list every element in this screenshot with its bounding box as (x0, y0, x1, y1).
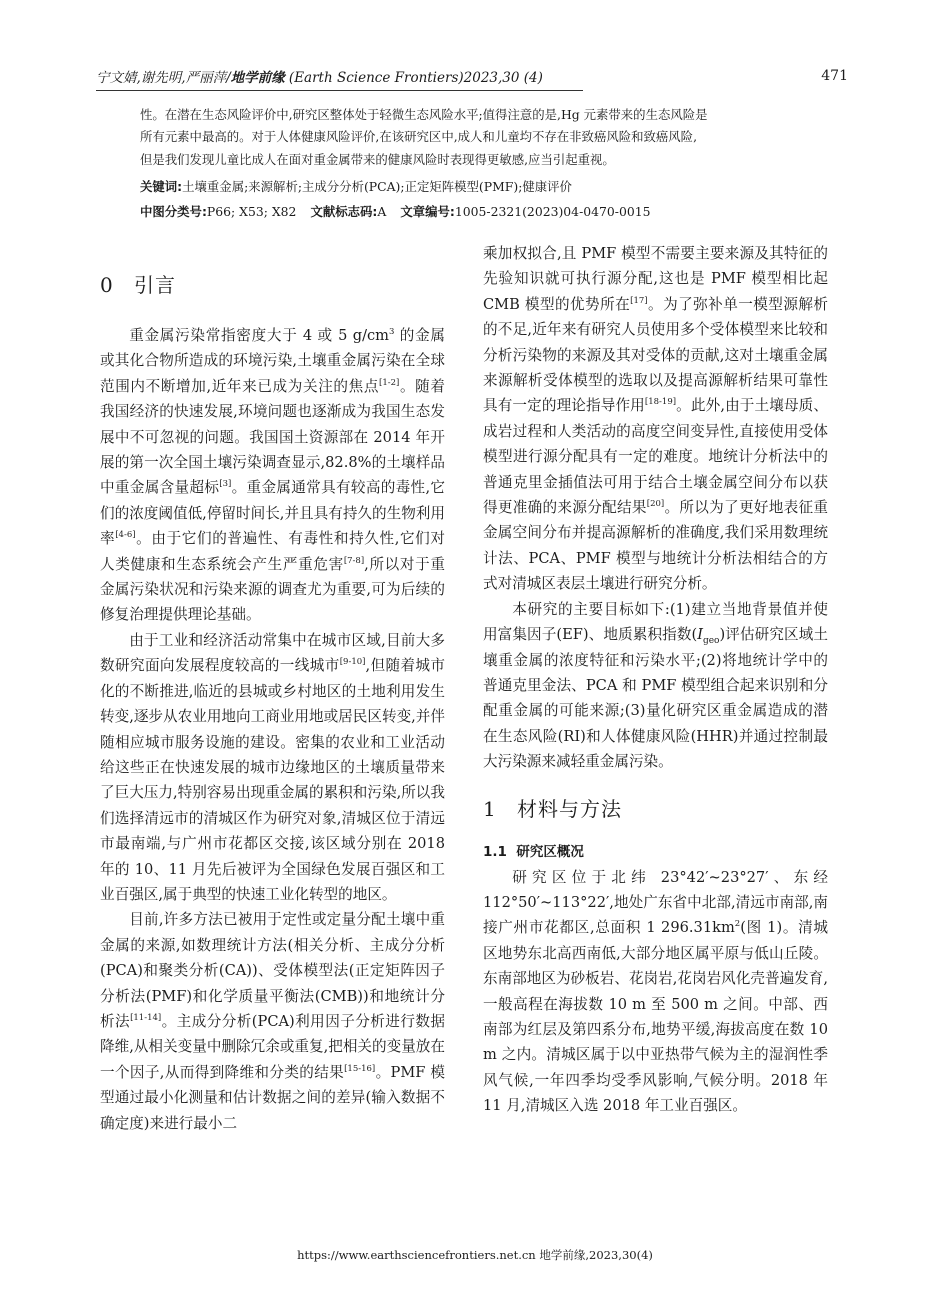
citation-ref: [15-16] (344, 1063, 376, 1074)
citation-ref: [11-14] (130, 1012, 162, 1023)
section-0-heading (100, 265, 445, 305)
clc-value: P66; X53; X82 (206, 204, 297, 219)
doc-code-label: 文献标志码: (310, 204, 378, 219)
citation-ref: [9-10] (339, 657, 366, 668)
subsection-number: 1.1 (483, 843, 507, 860)
subsection-title: 研究区概况 (516, 843, 584, 860)
header-journal: 地学前缘 (230, 70, 285, 86)
page-number: 471 (821, 68, 848, 84)
section-number: 0 (100, 273, 114, 297)
citation-ref: [4-6] (115, 530, 136, 541)
keywords-label: 关键词: (140, 179, 183, 194)
subscript: geo (702, 636, 720, 646)
classification-line (140, 202, 651, 220)
paragraph-continuation: 乘加权拟合,且 PMF 模型不需要主要来源及其特征的先验知识就可执行源分配,这也是 PMF 模型相比起 CMB 模型的优势所在 (483, 245, 828, 313)
clc-label: 中图分类号: (140, 204, 207, 219)
running-header (96, 66, 583, 90)
abstract (140, 104, 820, 171)
paragraph-continued: 乘加权拟合,且 PMF 模型不需要主要来源及其特征的先验知识就可执行源分配,这也是 PMF 模型相比起 CMB 模型的优势所在[17]。为了弥补单一模型源解析的不足,近年来有研究人员使用多个受体模型来比较和分析污染物的来源及其对受体的贡献,这对土壤重金属来源解析受体模型的选取以及提高源解析结果可靠性具有一定的理论指导作用[18-19]。此外,由于土壤母质、成岩过程和人类活动的高度空间变异性,直接使用受体模型进行源分配具有一定的难度。地统计分析法中的普通克里金插值法可用于结合土壤金属空间分布以获得更准确的来源分配结果[20]。所以为了更好地表征重金属空间分布并提高源解析的准确度,我们采用数理统计法、PCA、PMF 模型与地统计分析法相结合的方式对清城区表层土壤进行研究分析。 (483, 245, 828, 593)
right-column (483, 241, 828, 1119)
header-authors: 宁文婧,谢先明,严丽萍/ (96, 70, 231, 86)
paragraph: 重金属污染常指密度大于 4 或 5 $g/cm^3$ 的金属或其化合物所造成的环境污染,土壤重金属污染在全球范围内不断增加,近年来已成为关注的焦点[1-2]。随着我国经济的快速发展,环境问题也逐渐成为我国生态发展中不可忽视的问题。我国国土资源部在 2014 年开展的第一次全国土壤污染调查显示,82.8%的土壤样品中重金属含量超标[3]。重金属通常具有较高的毒性,它们的浓度阈值低,停留时间长,并且具有持久的生物利用率[4-6]。由于它们的普遍性、有毒性和持久性,它们对人类健康和生态系统会产生严重危害[7-8],所以对于重金属污染状况和污染来源的调查尤为重要,可为后续的修复治理提供理论基础。 (100, 327, 445, 624)
citation-ref: [20] (646, 499, 665, 510)
page-footer: https://www.earthsciencefrontiers.net.cn 地学前缘,2023,30(4) (297, 1248, 653, 1262)
superscript: 3 (389, 327, 395, 337)
paragraph: 目前,许多方法已被用于定性或定量分配土壤中重金属的来源,如数理统计方法(相关分析、主成分分析(PCA)和聚类分析(CA))、受体模型法(正定矩阵因子分析法(PMF)和化学质量平衡法(CMB))和地统计分析法[11-14]。主成分分析(PCA)利用因子分析进行数据降维,从相关变量中删除冗余或重复,把相关的变量放在一个因子,从而得到降维和分类的结果[15-16]。PMF 模型通过最小化测量和估计数据之间的差异(输入数据不确定度)来进行最小二 (100, 911, 445, 1132)
doc-code-value: A (377, 204, 387, 219)
abstract-line: 所有元素中最高的。对于人体健康风险评价,在该研究区中,成人和儿童均不存在非致癌风险和致癌风险, (140, 129, 698, 145)
article-no-label: 文章编号: (400, 204, 455, 219)
citation-ref: [18-19] (644, 397, 677, 408)
header-rule (96, 90, 583, 91)
article-no-value: 1005-2321(2023)04-0470-0015 (454, 204, 651, 219)
citation-ref: [3] (219, 479, 232, 490)
citation-ref: [1-2] (379, 377, 400, 388)
keywords (140, 177, 572, 195)
citation-ref: [17] (630, 295, 648, 306)
paragraph: 本研究的主要目标如下:(1)建立当地背景值并使用富集因子(EF)、地质累积指数$(I_{geo})$评估研究区域土壤重金属的浓度特征和污染水平;(2)将地统计学中的普通克里金法、PCA 和 PMF 模型组合起来识别和分配重金属的可能来源;(3)量化研究区重金属造成的潜在生态风险(RI)和人体健康风险(HHR)并通过控制最大污染源来减轻重金属污染。 (483, 600, 828, 771)
variable-igeo: I (697, 626, 703, 644)
citation-ref: [7-8] (343, 555, 365, 566)
paragraph-continues: 。PMF 模型通过最小化测量和估计数据之间的差异(输入数据不确定度)来进行最小二 (100, 1063, 445, 1132)
section-title: 引言 (134, 273, 176, 297)
left-column (100, 255, 445, 1136)
superscript: 2 (734, 919, 741, 930)
header-citation: (Earth Science Frontiers)2023,30 (4) (284, 70, 543, 86)
paragraph: 由于工业和经济活动常集中在城市区域,目前大多数研究面向发展程度较高的一线城市[9-10],但随着城市化的不断推进,临近的县城或乡村地区的土地利用发生转变,逐步从农业用地向工商业用地或居民区转变,并伴随相应城市服务设施的建设。密集的农业和工业活动给这些正在快速发展的城市边缘地区的土壤质量带来了巨大压力,特别容易出现重金属的累积和污染,所以我们选择清远市的清城区作为研究对象,清城区位于清远市最南端,与广州市花都区交接,该区域分别在 2018 年的 10、11 月先后被评为全国绿色发展百强区和工业百强区,属于典型的快速工业化转型的地区。 (100, 631, 445, 903)
subsection-1-1-heading (483, 839, 828, 865)
section-number: 1 (483, 796, 497, 821)
abstract-line: 性。在潜在生态风险评价中,研究区整体处于轻微生态风险水平;值得注意的是,Hg 元素带来的生态风险是 (140, 107, 708, 122)
keywords-text: 土壤重金属;来源解析;主成分分析(PCA);正定矩阵模型(PMF);健康评价 (182, 179, 572, 194)
abstract-line: 但是我们发现儿童比成人在面对重金属带来的健康风险时表现得更敏感,应当引起重视。 (140, 151, 615, 167)
section-title: 材料与方法 (517, 796, 622, 821)
section-1-heading (483, 789, 828, 829)
paragraph: 研究区位于北纬 23°42′~23°27′、东经 112°50′~113°22′,地处广东省中北部,清远市南部,南接广州市花都区,总面积 1 $296.31km^2$(图 1)。清城区地势东北高西南低,大部分地区属平原与低山丘陵。东南部地区为砂板岩、花岗岩,花岗岩风化壳普遍发育,一般高程在海拔数 10 m 至 500 m 之间。中部、西南部为红层及第四系分布,地势平缓,海拔高度在数 10 m 之内。清城区属于以中亚热带气候为主的湿润性季风气候,一年四季均受季风影响,气候分明。2018 年 11 月,清城区入选 2018 年工业百强区。 (483, 868, 828, 1115)
